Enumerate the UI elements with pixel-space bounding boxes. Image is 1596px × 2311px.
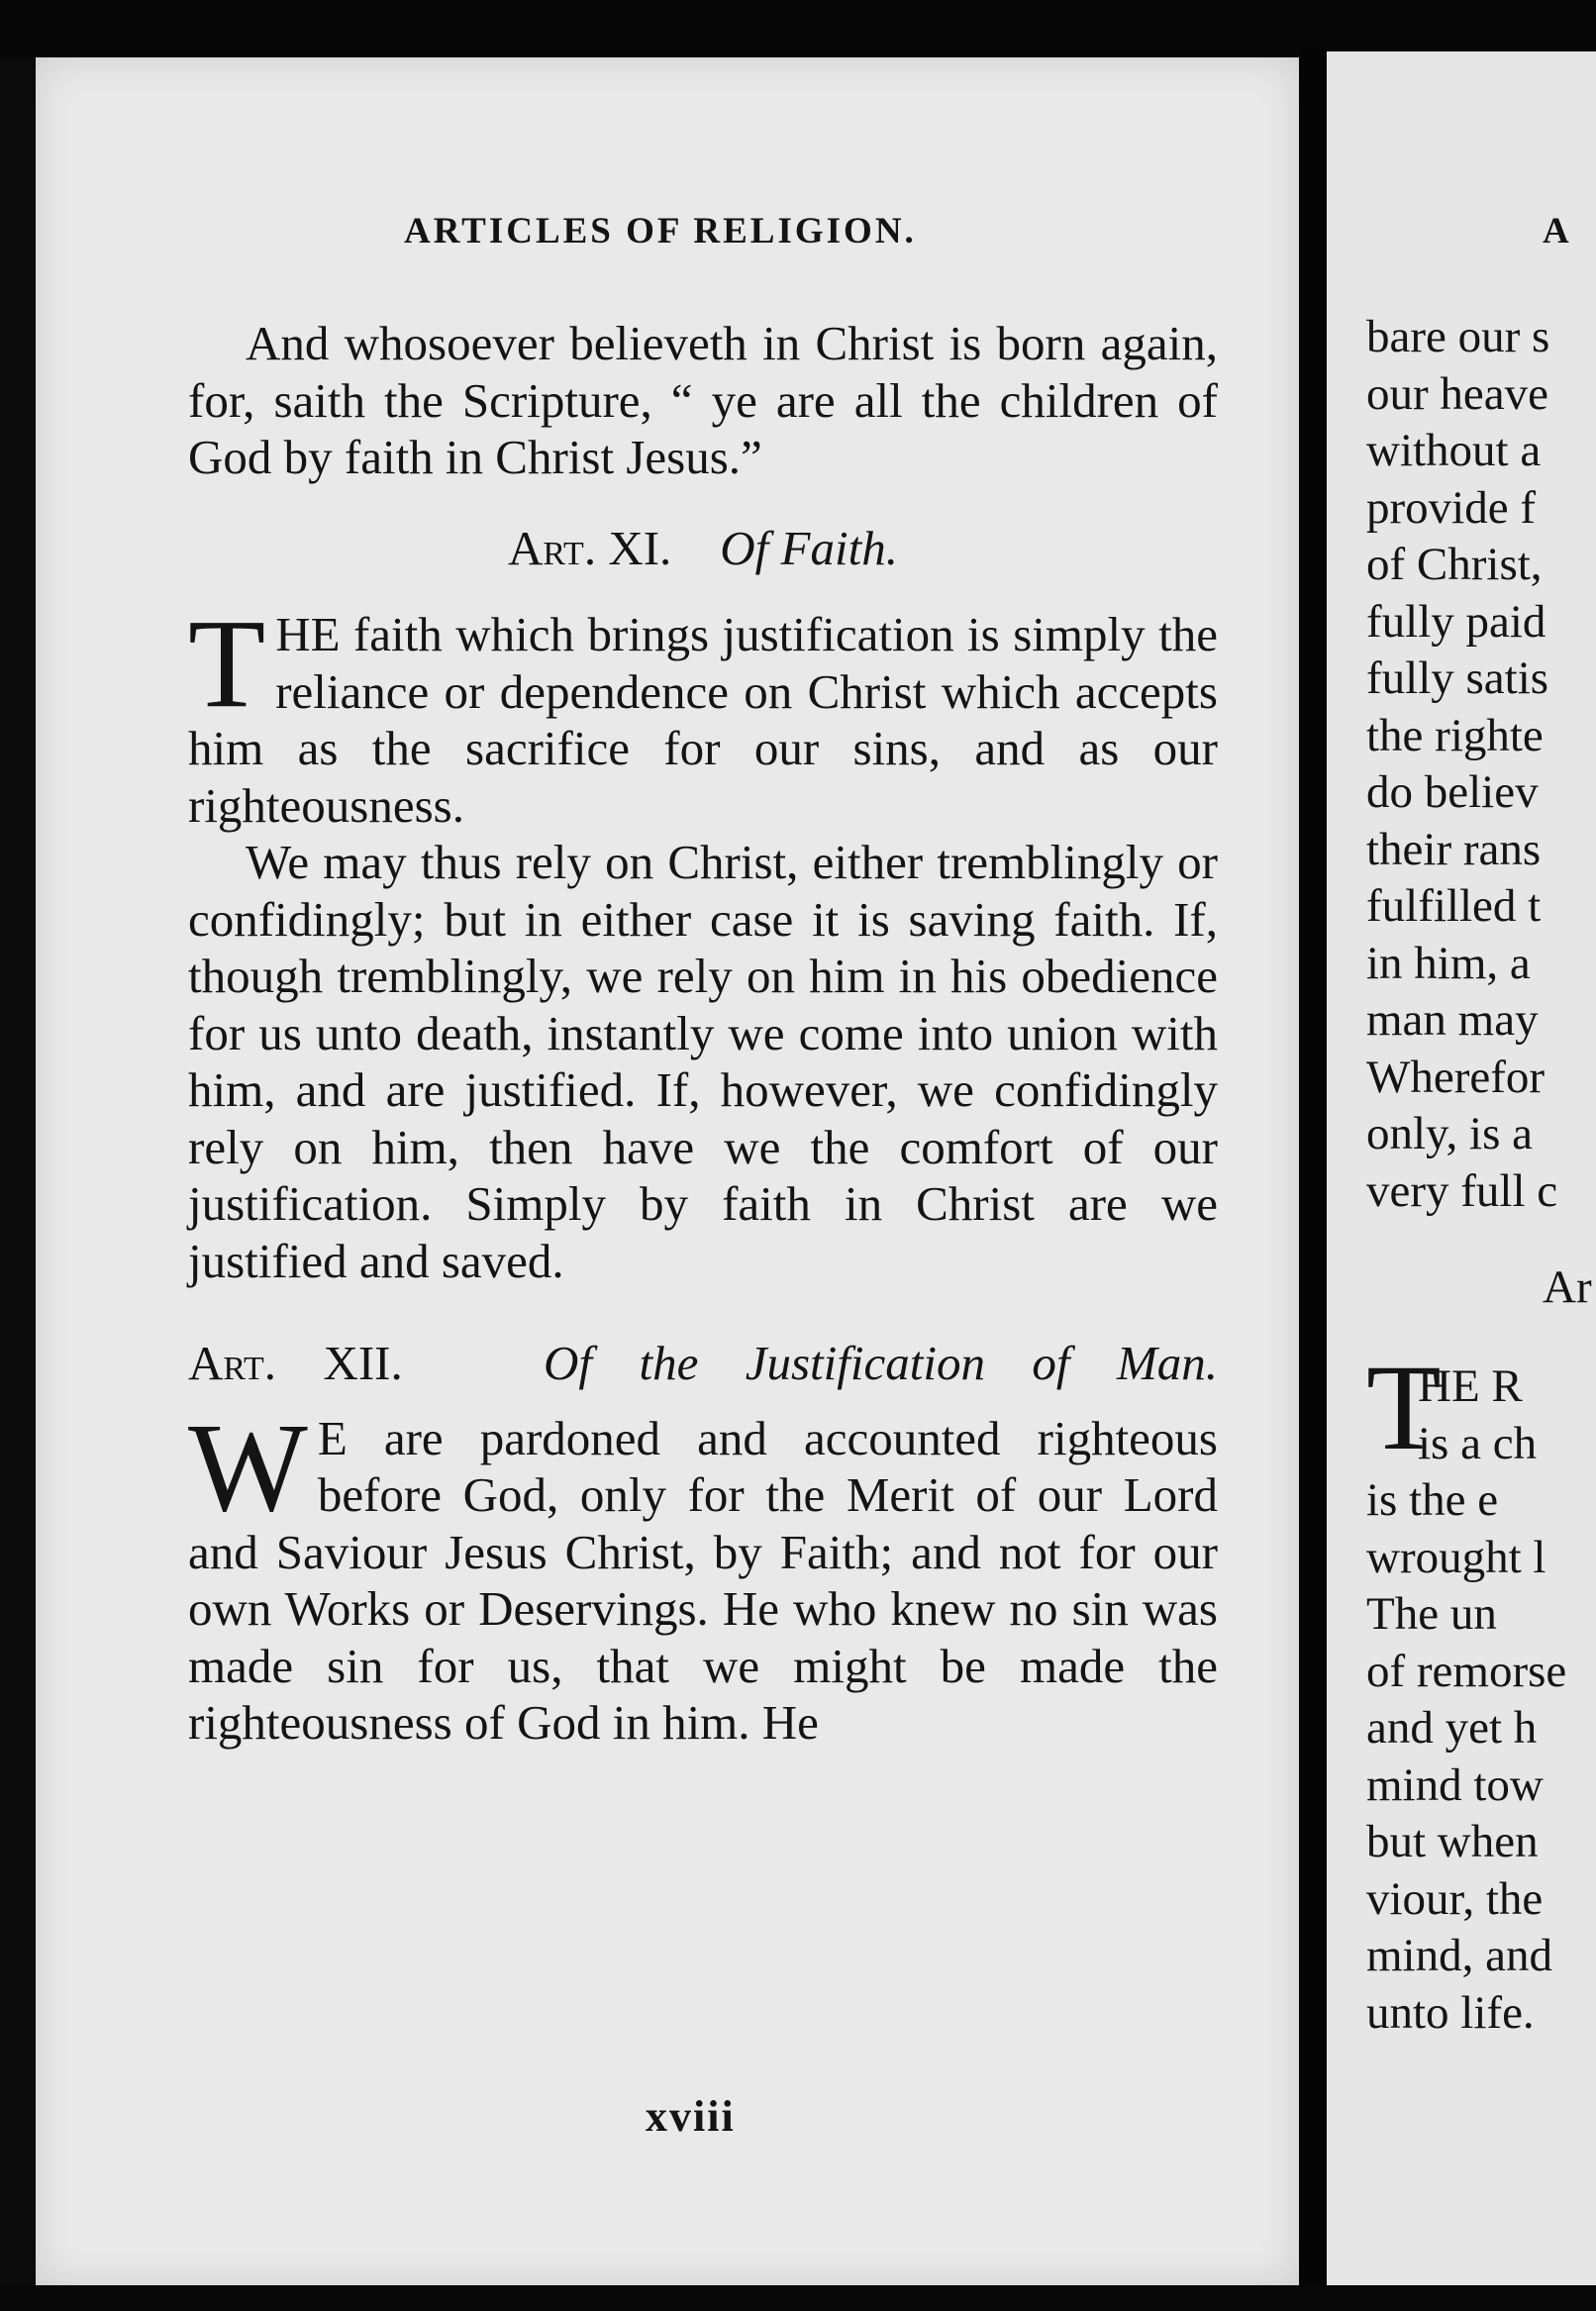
- right-line: our heave: [1366, 367, 1548, 420]
- right-line: Wherefor: [1366, 1051, 1546, 1103]
- right-line: but when: [1366, 1816, 1539, 1867]
- article-xii-paragraph-1: [188, 1396, 1218, 1752]
- right-line: is a ch: [1418, 1417, 1538, 1469]
- page-number: xviii: [646, 2092, 736, 2141]
- right-line: fully satis: [1366, 653, 1549, 704]
- article-heading-xii: [188, 1335, 1218, 1392]
- scan-border-top: [0, 0, 1596, 57]
- scan-border-bottom: [0, 2285, 1596, 2311]
- running-head: ARTICLES OF RELIGION.: [404, 211, 917, 251]
- intro-paragraph: And whosoever believeth in Christ is born again, for, saith the Scripture, “ ye are all the children of God by faith in Christ Jesus.”: [188, 316, 1218, 484]
- right-line: very full c: [1366, 1164, 1558, 1217]
- heading-fragment-text: Ar: [1543, 1261, 1592, 1313]
- right-line: the righte: [1366, 709, 1544, 761]
- right-line: wrought l: [1366, 1531, 1546, 1583]
- right-text-column: [1366, 309, 1596, 2042]
- right-line: their rans: [1366, 823, 1542, 875]
- right-line: without a: [1366, 425, 1542, 476]
- drop-cap: T: [188, 593, 266, 734]
- right-line: fulfilled t: [1366, 880, 1542, 932]
- article-title: Of the Justification of Man.: [544, 1336, 1219, 1390]
- right-line: only, is a: [1366, 1108, 1533, 1159]
- right-running-head: A: [1543, 211, 1572, 251]
- right-line: viour, the: [1366, 1872, 1544, 1925]
- right-line: of Christ,: [1366, 539, 1543, 590]
- right-line: in him, a: [1366, 937, 1531, 989]
- article-title: Of Faith.: [720, 520, 898, 575]
- right-line: of remorse: [1366, 1645, 1567, 1697]
- right-line: mind, and: [1366, 1930, 1552, 1981]
- paragraph-text: E are pardoned and accounted righteous before God, only for the Merit of our Lord and Saviour Jesus Christ, by Faith; and not for our own Works or Deservings. He who knew no sin was made sin for us, that we might be made the righteousness of God in him. He: [188, 1410, 1218, 1750]
- right-line: unto life.: [1366, 1986, 1535, 2039]
- article-number: Art. XII.: [188, 1336, 403, 1390]
- right-line: do believ: [1366, 766, 1539, 818]
- right-line: provide f: [1366, 481, 1536, 534]
- book-gutter: [1299, 48, 1327, 2311]
- article-xi-paragraph-2: We may thus rely on Christ, either tremblingly or confidingly; but in either case it is saving faith. If, though tremblingly, we rely on him in his obedience for us unto death, instantly we come into union with him, and are justified. If, however, we confidingly rely on him, then have we the comfort of our justification. Simply by faith in Christ are we justified and saved.: [188, 835, 1218, 1288]
- article-xi-paragraph-1: [188, 593, 1218, 834]
- right-line: fully paid: [1366, 595, 1546, 648]
- article-number: Art. XI.: [508, 520, 672, 575]
- paragraph-text: HE faith which brings justification is simply the reliance or dependence on Christ which accepts him as the sacrifice for our sins, and as our righteousness.: [188, 607, 1218, 833]
- left-text-column: [188, 315, 1218, 1752]
- right-line: and yet h: [1366, 1702, 1538, 1754]
- drop-cap: T: [1366, 1340, 1442, 1475]
- right-line: man may: [1366, 994, 1539, 1046]
- right-line: is the e: [1366, 1474, 1499, 1526]
- right-line: bare our s: [1366, 311, 1550, 362]
- drop-cap: W: [188, 1396, 308, 1538]
- right-line: The un: [1366, 1588, 1497, 1640]
- article-heading-xi: [188, 520, 1218, 577]
- right-line: HE R: [1418, 1360, 1523, 1412]
- right-heading-fragment: [1366, 1220, 1596, 1358]
- right-line: mind tow: [1366, 1758, 1544, 1811]
